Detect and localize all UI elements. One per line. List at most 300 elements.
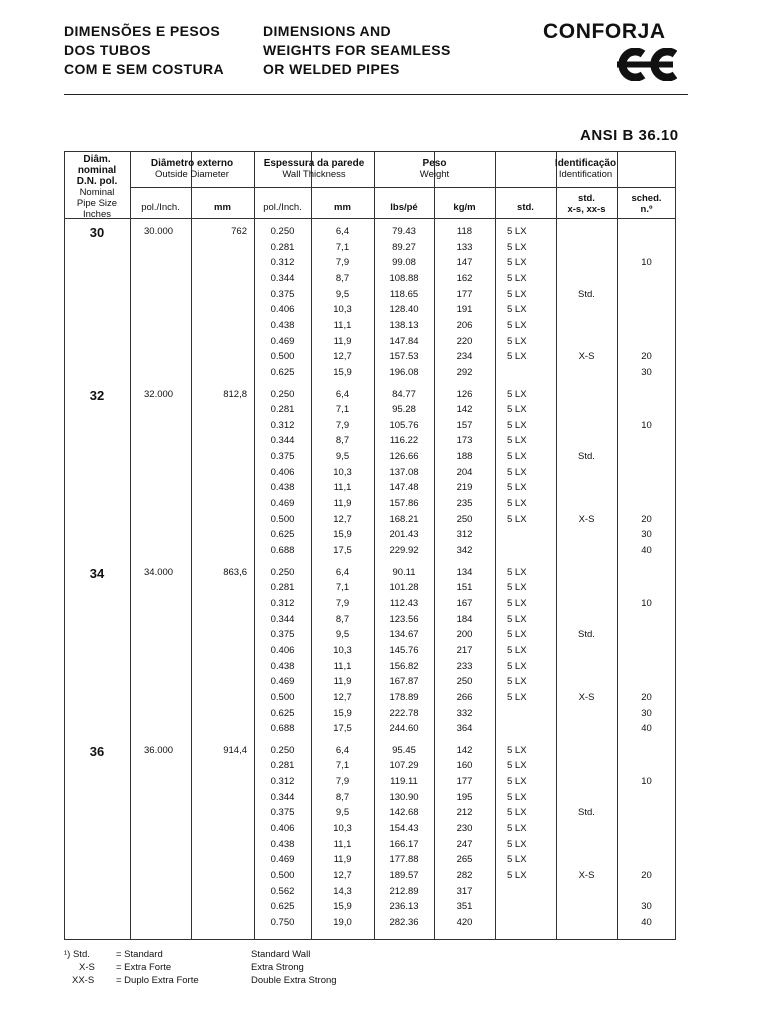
title-pt-line: COM E SEM COSTURA [64, 61, 225, 77]
lbs-ft-cell: 196.08 [389, 366, 419, 378]
wall-mm-cell: 11,9 [333, 854, 352, 866]
kg-m-cell: 234 [456, 351, 473, 363]
wall-mm-cell: 11,9 [333, 676, 352, 688]
wall-inch-cell: 0.312 [270, 257, 295, 269]
std-cell: 5 LX [507, 838, 527, 850]
schedule-cell: 30 [641, 901, 652, 913]
std-cell: 5 LX [507, 760, 527, 772]
nominal-size: 36 [89, 743, 105, 759]
wall-mm-cell: 12,7 [333, 870, 352, 881]
lbs-ft-cell: 101.28 [389, 582, 419, 594]
lbs-ft-cell: 212.89 [389, 885, 419, 897]
wall-inch-cell: 0.312 [270, 419, 295, 431]
std-cell: 5 LX [507, 629, 527, 641]
wall-mm-cell: 19,0 [333, 916, 352, 928]
kg-m-cell: 235 [456, 498, 473, 510]
std-cell: 5 LX [507, 660, 527, 672]
kg-m-cell: 133 [456, 241, 473, 253]
std-xs-cell: X-S [578, 870, 595, 881]
header-rule [64, 94, 688, 95]
wall-mm-cell: 11,1 [333, 482, 352, 494]
wall-inch-cell: 0.406 [270, 644, 295, 656]
od-inch-cell: 32.000 [144, 388, 174, 400]
wall-inch-cell: 0.250 [270, 388, 295, 400]
std-cell: 5 LX [507, 513, 527, 525]
footnote-en: Extra Strong [251, 962, 304, 973]
wall-mm-cell: 7,9 [335, 257, 350, 269]
kg-m-cell: 217 [456, 644, 473, 656]
wall-inch-cell: 0.250 [270, 226, 295, 237]
wall-inch-cell: 0.281 [270, 241, 295, 253]
wall-mm-cell: 8,7 [335, 791, 350, 803]
wall-mm-cell: 8,7 [335, 435, 350, 447]
std-cell: 5 LX [507, 388, 527, 400]
wall-inch-cell: 0.406 [270, 304, 295, 316]
wall-inch-cell: 0.750 [270, 916, 295, 928]
wall-mm-cell: 11,1 [333, 838, 352, 850]
wall-inch-cell: 0.406 [270, 823, 295, 835]
wall-mm-cell: 6,4 [335, 744, 350, 756]
header-bottom-rule [64, 218, 676, 219]
wall-inch-header: pol./Inch. [263, 202, 302, 213]
std-xs-cell: Std. [578, 451, 595, 463]
lbs-ft-cell: 147.84 [389, 335, 419, 347]
std-cell: 5 LX [507, 335, 527, 347]
footnote-pt: = Standard [116, 949, 163, 960]
wall-mm-cell: 7,9 [335, 776, 350, 788]
wall-inch-cell: 0.625 [270, 366, 295, 378]
std-xs-cell: X-S [578, 691, 595, 703]
std-cell: 5 LX [507, 691, 527, 703]
lbs-ft-cell: 229.92 [389, 545, 419, 556]
kg-m-cell: 151 [456, 582, 473, 594]
lbs-ft-cell: 154.43 [389, 823, 419, 835]
std-cell: 5 LX [507, 854, 527, 866]
wall-mm-cell: 14,3 [333, 885, 352, 897]
wall-inch-cell: 0.344 [270, 272, 295, 284]
schedule-cell: 40 [641, 723, 652, 735]
kg-m-cell: 420 [456, 916, 473, 928]
footnotes [64, 948, 384, 987]
lbs-ft-cell: 95.28 [392, 404, 416, 416]
std-cell: 5 LX [507, 304, 527, 316]
header-divider [130, 187, 676, 188]
kg-m-cell: 265 [456, 854, 473, 866]
std-cell: 5 LX [507, 870, 527, 881]
wall-inch-cell: 0.250 [270, 566, 295, 578]
kg-m-cell: 126 [456, 388, 473, 400]
conforja-logo [613, 48, 677, 81]
wall-mm-cell: 7,1 [335, 582, 350, 594]
header-text: Nominal [79, 187, 115, 198]
wall-inch-cell: 0.344 [270, 791, 295, 803]
kg-m-cell: 147 [456, 257, 473, 269]
wall-inch-cell: 0.312 [270, 776, 295, 788]
brand-name: CONFORJA [543, 20, 666, 43]
lbs-ft-cell: 222.78 [389, 707, 419, 719]
wall-inch-cell: 0.500 [270, 691, 295, 703]
schedule-cell: 30 [641, 529, 652, 541]
lbs-ft-cell: 142.68 [389, 807, 419, 819]
lbs-ft-cell: 168.21 [389, 513, 419, 525]
lbs-ft-cell: 244.60 [389, 723, 419, 735]
od-mm-cell: 914,4 [223, 744, 247, 756]
kg-m-cell: 317 [456, 885, 473, 897]
wall-mm-cell: 7,1 [335, 241, 350, 253]
wall-mm-cell: 11,1 [333, 660, 352, 672]
kg-m-cell: 142 [456, 404, 473, 416]
kg-m-cell: 332 [456, 707, 473, 719]
schedule-cell: 30 [641, 707, 652, 719]
wall-inch-cell: 0.438 [270, 660, 295, 672]
lbs-ft-cell: 79.43 [392, 226, 416, 237]
wall-inch-cell: 0.375 [270, 629, 295, 641]
footnote-row [64, 948, 384, 961]
wall-inch-cell: 0.625 [270, 901, 295, 913]
lbs-ft-cell: 177.88 [389, 854, 419, 866]
wall-inch-cell: 0.375 [270, 451, 295, 463]
kg-m-cell: 200 [456, 629, 473, 641]
wall-inch-cell: 0.438 [270, 838, 295, 850]
wall-mm-cell: 12,7 [333, 513, 352, 525]
std-xs-cell: Std. [578, 288, 595, 300]
schedule-cell: 10 [641, 257, 652, 269]
identification-header [495, 158, 676, 180]
kg-m-cell: 173 [456, 435, 473, 447]
lbs-ft-cell: 236.13 [389, 901, 419, 913]
std-cell: 5 LX [507, 597, 527, 609]
header-text: Wall Thickness [282, 169, 346, 180]
kg-m-cell: 157 [456, 419, 473, 431]
wall-mm-cell: 11,9 [333, 498, 352, 510]
lbs-ft-cell: 282.36 [389, 916, 419, 928]
od-inch-cell: 30.000 [144, 226, 174, 237]
od-mm-cell: 812,8 [223, 388, 247, 400]
lbs-ft-cell: 166.17 [389, 838, 419, 850]
pipe-dimensions-table [64, 151, 676, 940]
lbs-ft-cell: 147.48 [389, 482, 419, 494]
wall-inch-cell: 0.438 [270, 482, 295, 494]
std-cell: 5 LX [507, 807, 527, 819]
schedule-header [617, 193, 676, 215]
lbs-ft-cell: 119.11 [390, 776, 418, 788]
kg-m-cell: 342 [456, 545, 473, 556]
footnote-en: Standard Wall [251, 949, 311, 960]
lbs-ft-cell: 89.27 [392, 241, 416, 253]
od-mm-header: mm [214, 202, 231, 213]
footnote-key: X-S [79, 962, 95, 973]
schedule-cell: 10 [641, 419, 652, 431]
wall-mm-cell: 9,5 [335, 629, 350, 641]
lbs-ft-cell: 138.13 [389, 319, 419, 331]
wall-mm-cell: 15,9 [333, 366, 352, 378]
lbs-ft-cell: 178.89 [389, 691, 419, 703]
wall-mm-cell: 6,4 [335, 566, 350, 578]
schedule-cell: 20 [641, 870, 652, 881]
wall-inch-cell: 0.406 [270, 466, 295, 478]
header-text: Espessura da parede [263, 158, 365, 169]
std-cell: 5 LX [507, 644, 527, 656]
wall-inch-cell: 0.312 [270, 597, 295, 609]
kg-m-cell: 212 [456, 807, 473, 819]
lbs-ft-cell: 145.76 [389, 644, 419, 656]
lbs-ft-cell: 137.08 [389, 466, 419, 478]
kg-m-cell: 364 [456, 723, 473, 735]
std-cell: 5 LX [507, 241, 527, 253]
nominal-size: 32 [89, 387, 105, 403]
kg-m-cell: 134 [456, 566, 473, 578]
std-cell: 5 LX [507, 676, 527, 688]
column-divider [556, 151, 557, 940]
std-cell: 5 LX [507, 288, 527, 300]
wall-mm-cell: 7,1 [335, 760, 350, 772]
wall-inch-cell: 0.438 [270, 319, 295, 331]
kg-m-cell: 233 [456, 660, 473, 672]
header-text: Pipe Size [76, 198, 118, 209]
wall-mm-cell: 6,4 [335, 388, 350, 400]
header-text: Diâmetro externo [150, 158, 234, 169]
nominal-size: 30 [89, 225, 105, 240]
header-text: n.º [640, 204, 653, 215]
kg-m-cell: 230 [456, 823, 473, 835]
lbs-ft-cell: 112.43 [389, 597, 419, 609]
od-inch-cell: 36.000 [144, 744, 174, 756]
schedule-cell: 40 [641, 545, 652, 556]
lbs-ft-cell: 201.43 [389, 529, 419, 541]
std-cell: 5 LX [507, 319, 527, 331]
wall-mm-cell: 6,4 [335, 226, 350, 237]
lbs-ft-cell: 128.40 [389, 304, 419, 316]
wall-mm-cell: 9,5 [335, 451, 350, 463]
lbs-ft-cell: 90.11 [392, 566, 416, 578]
kg-m-cell: 220 [456, 335, 473, 347]
wall-inch-cell: 0.469 [270, 854, 295, 866]
wall-mm-header: mm [334, 202, 351, 213]
wall-mm-cell: 7,1 [335, 404, 350, 416]
wall-mm-cell: 11,9 [333, 335, 352, 347]
std-cell: 5 LX [507, 582, 527, 594]
std-xs-cell: Std. [578, 807, 595, 819]
od-mm-cell: 863,6 [223, 566, 247, 578]
wall-inch-cell: 0.344 [270, 613, 295, 625]
kg-m-cell: 206 [456, 319, 473, 331]
wall-inch-cell: 0.500 [270, 870, 295, 881]
lbs-ft-cell: 95.45 [392, 744, 416, 756]
kg-m-cell: 188 [456, 451, 473, 463]
wall-inch-cell: 0.281 [270, 760, 295, 772]
std-cell: 5 LX [507, 351, 527, 363]
std-cell: 5 LX [507, 435, 527, 447]
wall-inch-cell: 0.625 [270, 707, 295, 719]
wall-mm-cell: 15,9 [333, 707, 352, 719]
kg-m-cell: 177 [456, 288, 473, 300]
footnote-pt: = Extra Forte [116, 962, 172, 973]
std-cell: 5 LX [507, 272, 527, 284]
schedule-cell: 20 [641, 691, 652, 703]
wall-inch-cell: 0.500 [270, 513, 295, 525]
wall-inch-cell: 0.625 [270, 529, 295, 541]
lbs-ft-cell: 123.56 [389, 613, 419, 625]
kg-m-cell: 118 [456, 226, 473, 237]
wall-mm-cell: 12,7 [333, 691, 352, 703]
header-text: nominal [77, 165, 117, 176]
footnote-key: XX-S [72, 975, 95, 986]
od-inch-cell: 34.000 [144, 566, 174, 578]
wall-inch-cell: 0.281 [270, 404, 295, 416]
header-text: Weight [419, 169, 450, 180]
wall-inch-cell: 0.375 [270, 288, 295, 300]
header-text: Inches [83, 209, 111, 220]
wall-mm-cell: 10,3 [333, 823, 352, 835]
wall-inch-cell: 0.562 [270, 885, 295, 897]
standard-code: ANSI B 36.10 [580, 127, 679, 144]
kg-m-cell: 195 [456, 791, 473, 803]
std-cell: 5 LX [507, 613, 527, 625]
kg-m-cell: 247 [456, 838, 473, 850]
kg-m-cell: 219 [456, 482, 473, 494]
wall-inch-cell: 0.281 [270, 582, 295, 594]
std-cell: 5 LX [507, 257, 527, 269]
wall-mm-cell: 8,7 [335, 272, 350, 284]
kg-m-cell: 351 [456, 901, 473, 913]
wall-mm-cell: 15,9 [333, 901, 352, 913]
kg-m-cell: 162 [456, 272, 473, 284]
lbs-ft-cell: 157.53 [389, 351, 419, 363]
wall-mm-cell: 15,9 [333, 529, 352, 541]
lbs-ft-cell: 118.65 [389, 288, 419, 300]
kg-m-cell: 266 [456, 691, 473, 703]
wall-inch-cell: 0.469 [270, 498, 295, 510]
std-xs-cell: X-S [578, 351, 595, 363]
lbs-ft-header: lbs/pé [390, 202, 418, 213]
std-cell: 5 LX [507, 744, 527, 756]
kg-m-cell: 177 [456, 776, 473, 788]
std-cell: 5 LX [507, 482, 527, 494]
wall-mm-cell: 12,7 [333, 351, 352, 363]
kg-m-cell: 312 [456, 529, 473, 541]
wall-mm-cell: 17,5 [333, 545, 352, 556]
footnote-key: ¹) Std. [64, 949, 90, 960]
column-divider [130, 151, 131, 940]
std-cell: 5 LX [507, 823, 527, 835]
wall-mm-cell: 7,9 [335, 597, 350, 609]
title-portuguese [64, 22, 224, 79]
std-cell: 5 LX [507, 498, 527, 510]
nominal-size-header [64, 154, 130, 220]
title-english [263, 22, 451, 79]
kg-m-cell: 142 [456, 744, 473, 756]
wall-inch-cell: 0.469 [270, 335, 295, 347]
lbs-ft-cell: 167.87 [389, 676, 419, 688]
std-cell: 5 LX [507, 776, 527, 788]
schedule-cell: 30 [641, 366, 652, 378]
wall-inch-cell: 0.250 [270, 744, 295, 756]
header-text: x-s, xx-s [567, 204, 606, 215]
schedule-cell: 10 [641, 776, 652, 788]
title-pt-line: DIMENSÕES E PESOS [64, 23, 221, 39]
kg-m-cell: 160 [456, 760, 473, 772]
wall-inch-cell: 0.344 [270, 435, 295, 447]
nominal-size: 34 [89, 565, 105, 581]
footnote-row [64, 974, 384, 987]
title-en-line: WEIGHTS FOR SEAMLESS [263, 42, 451, 58]
lbs-ft-cell: 156.82 [389, 660, 419, 672]
kg-m-cell: 167 [456, 597, 473, 609]
lbs-ft-cell: 108.88 [389, 272, 419, 284]
wall-mm-cell: 7,9 [335, 419, 350, 431]
wall-mm-cell: 17,5 [333, 723, 352, 735]
footnote-pt: = Duplo Extra Forte [116, 975, 199, 986]
od-mm-cell: 762 [231, 226, 247, 237]
std-cell: 5 LX [507, 466, 527, 478]
lbs-ft-cell: 189.57 [389, 870, 419, 881]
std-cell: 5 LX [507, 451, 527, 463]
lbs-ft-cell: 157.86 [389, 498, 419, 510]
std-cell: 5 LX [507, 566, 527, 578]
kg-m-cell: 292 [456, 366, 473, 378]
lbs-ft-cell: 116.22 [389, 435, 419, 447]
lbs-ft-cell: 134.67 [389, 629, 419, 641]
schedule-cell: 40 [641, 916, 652, 928]
title-en-line: OR WELDED PIPES [263, 61, 400, 77]
kg-m-header: kg/m [453, 202, 476, 213]
header-text: Peso [422, 158, 447, 169]
std-cell: 5 LX [507, 404, 527, 416]
wall-inch-cell: 0.375 [270, 807, 295, 819]
kg-m-cell: 204 [456, 466, 473, 478]
wall-mm-cell: 11,1 [333, 319, 352, 331]
wall-inch-cell: 0.688 [270, 545, 295, 556]
std-cell: 5 LX [507, 226, 527, 237]
kg-m-cell: 250 [456, 676, 473, 688]
wall-inch-cell: 0.469 [270, 676, 295, 688]
outside-diameter-header [130, 158, 254, 180]
wall-mm-cell: 10,3 [333, 304, 352, 316]
wall-inch-cell: 0.500 [270, 351, 295, 363]
header-text: Outside Diameter [155, 169, 229, 180]
footnote-en: Double Extra Strong [251, 975, 337, 986]
std-cell: 5 LX [507, 791, 527, 803]
header-text: Diâm. [83, 154, 111, 165]
column-divider [495, 151, 496, 940]
std-xs-cell: X-S [578, 513, 595, 525]
wall-thickness-header [254, 158, 374, 180]
wall-inch-cell: 0.688 [270, 723, 295, 735]
kg-m-cell: 250 [456, 513, 473, 525]
std-cell: 5 LX [507, 419, 527, 431]
lbs-ft-cell: 99.08 [392, 257, 416, 269]
kg-m-cell: 184 [456, 613, 473, 625]
wall-mm-cell: 9,5 [335, 807, 350, 819]
std-xs-cell: Std. [578, 629, 595, 641]
header-text: Identificação [554, 158, 617, 169]
header-text: sched. [631, 193, 662, 204]
header-text: Identification [558, 169, 613, 180]
std-header: std. [517, 202, 534, 213]
lbs-ft-cell: 126.66 [389, 451, 419, 463]
lbs-ft-cell: 130.90 [389, 791, 419, 803]
header-text: D.N. pol. [76, 176, 118, 187]
lbs-ft-cell: 107.29 [389, 760, 419, 772]
wall-mm-cell: 10,3 [333, 644, 352, 656]
weight-header [374, 158, 495, 180]
title-pt-line: DOS TUBOS [64, 42, 151, 58]
kg-m-cell: 282 [456, 870, 473, 881]
schedule-cell: 20 [641, 351, 652, 363]
kg-m-cell: 191 [456, 304, 473, 316]
title-en-line: DIMENSIONS AND [263, 23, 391, 39]
footnote-row [64, 961, 384, 974]
